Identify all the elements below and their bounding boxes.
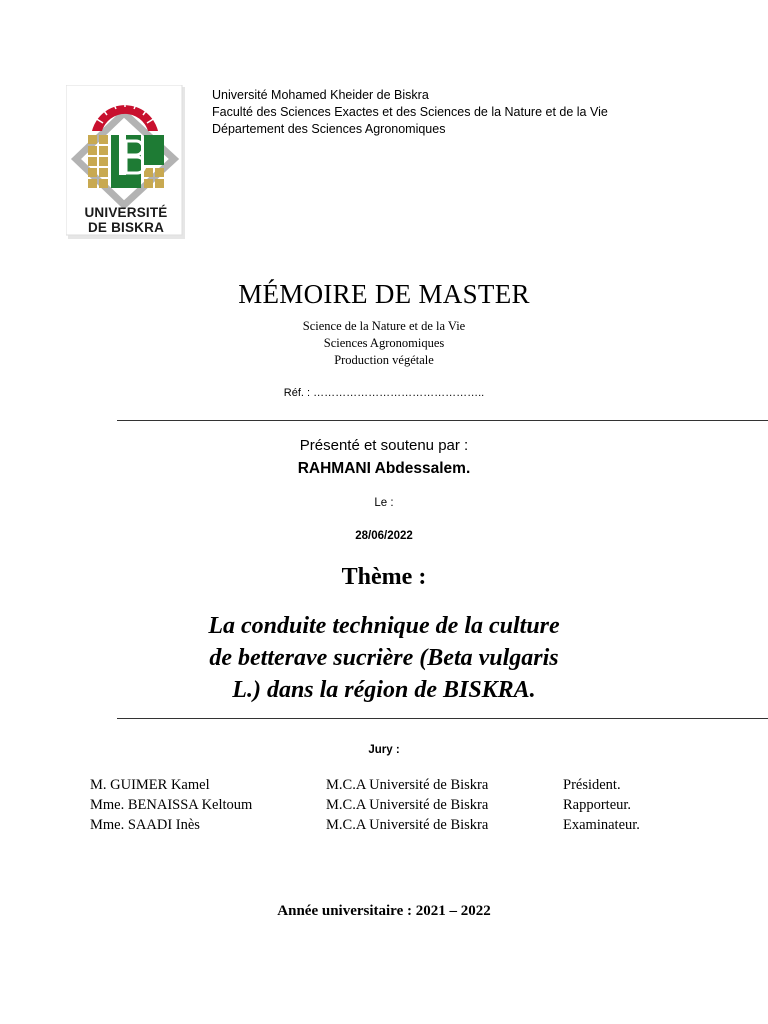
jury-member-grade: M.C.A Université de Biskra: [326, 797, 489, 813]
date-label: Le :: [374, 497, 394, 509]
logo-text-line1: UNIVERSITÉ: [84, 205, 168, 220]
jury-member-role: Président.: [563, 777, 621, 793]
specialty-option: Production végétale: [334, 353, 434, 367]
faculty-name: Faculté des Sciences Exactes et des Sciences de la Nature et de la Vie: [212, 105, 608, 119]
logo-text-line2: DE BISKRA: [87, 220, 165, 235]
university-name: Université Mohamed Kheider de Biskra: [212, 88, 429, 102]
jury-member-name: Mme. SAADI Inès: [90, 817, 200, 833]
presented-by-label: Présenté et soutenu par :: [299, 437, 469, 454]
theme-title-line: La conduite technique de la culture: [208, 613, 560, 639]
divider-top: [117, 420, 768, 421]
jury-member-name: Mme. BENAISSA Keltoum: [90, 797, 253, 813]
document-title: MÉMOIRE DE MASTER: [238, 279, 530, 309]
jury-member-role: Examinateur.: [563, 817, 640, 833]
department-name: Département des Sciences Agronomiques: [212, 122, 446, 136]
jury-member-name: M. GUIMER Kamel: [90, 777, 210, 793]
jury-member-grade: M.C.A Université de Biskra: [326, 777, 489, 793]
jury-member-grade: M.C.A Université de Biskra: [326, 817, 489, 833]
reference-line: Réf. : ………………………………………..: [283, 387, 485, 399]
specialty-domain: Science de la Nature et de la Vie: [302, 319, 466, 333]
university-logo: [66, 85, 186, 240]
theme-label: Thème :: [341, 564, 427, 590]
theme-title-line: de betterave sucrière (Beta vulgaris: [209, 645, 559, 671]
jury-member-role: Rapporteur.: [563, 797, 632, 813]
author-name: RAHMANI Abdessalem.: [297, 460, 471, 477]
divider-bottom: [117, 718, 768, 719]
jury-label: Jury :: [368, 744, 400, 756]
academic-year: Année universitaire : 2021 – 2022: [277, 903, 491, 919]
theme-title-line: L.) dans la région de BISKRA.: [232, 677, 536, 703]
specialty-field: Sciences Agronomiques: [323, 336, 445, 350]
defense-date: 28/06/2022: [355, 530, 413, 542]
